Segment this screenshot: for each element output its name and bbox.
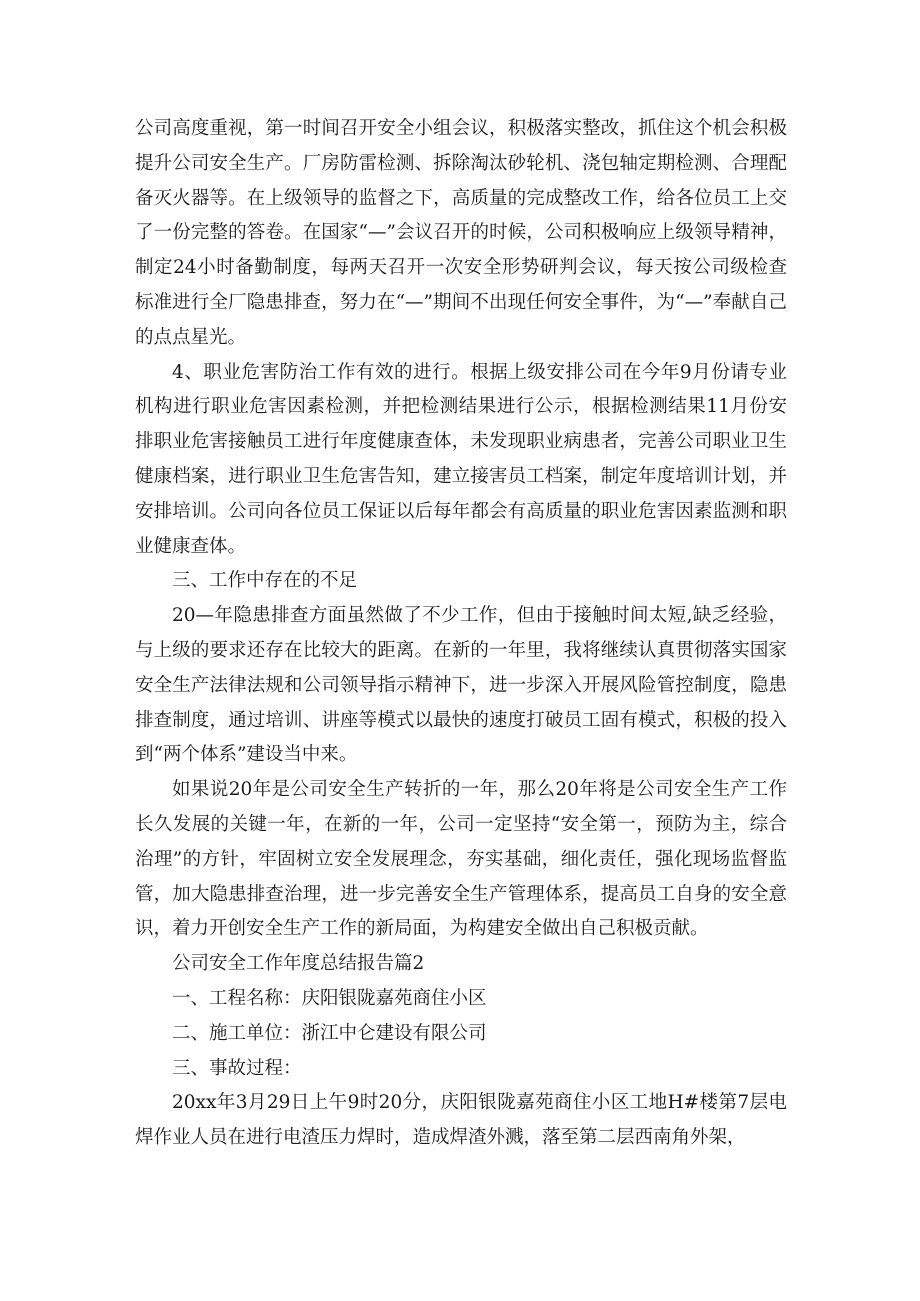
paragraph-5: 如果说20年是公司安全生产转折的一年，那么20年将是公司安全生产工作长久发展的关键一年，在新的一年，公司一定坚持“安全第一，预防为主，综合治理”的方针，牢固树立安全发展理念，夯实基础，细化责任，强化现场监督监管，加大隐患排查治理，进一步完善安全生产管理体系，提高员工自身的安全意识，着力开创安全生产工作的新局面，为构建安全做出自己积极贡献。 (135, 779, 787, 940)
project-name-line: 一、工程名称：庆阳银陇嘉苑商住小区 (172, 987, 487, 1009)
paragraph-1: 公司高度重视，第一时间召开安全小组会议，积极落实整改，抓住这个机会积极提升公司安全生产。厂房防雷检测、拆除淘汰砂轮机、浇包轴定期检测、合理配备灭火器等。在上级领导的监督之下，高质量的完成整改工作，给各位员工上交了一份完整的答卷。在国家“—”会议召开的时候，公司积极响应上级领导精神，制定24小时备勤制度，每两天召开一次安全形势研判会议，每天按公司级检查标准进行全厂隐患排查，努力在“—”期间不出现任何安全事件，为“—”奉献自己的点点星光。 (135, 118, 787, 348)
construction-unit-line: 二、施工单位：浙江中仑建设有限公司 (172, 1022, 487, 1044)
paragraph-accident: 20xx年3月29日上午9时20分，庆阳银陇嘉苑商住小区工地H#楼第7层电焊作业人员在进行电渣压力焊时，造成焊渣外溅，落至第二层西南角外架， (135, 1092, 787, 1149)
document-body (135, 112, 787, 1156)
paragraph-4: 20—年隐患排查方面虽然做了不少工作，但由于接触时间太短,缺乏经验，与上级的要求还存在比较大的距离。在新的一年里，我将继续认真贯彻落实国家安全生产法律法规和公司领导指示精神下，进一步深入开展风险管控制度，隐患排查制度，通过培训、讲座等模式以最快的速度打破员工固有模式，积极的投入到“两个体系”建设当中来。 (135, 605, 787, 766)
report-title-part2: 公司安全工作年度总结报告篇2 (172, 953, 425, 975)
section-heading-shortcomings: 三、工作中存在的不足 (172, 570, 358, 592)
accident-process-heading: 三、事故过程： (172, 1057, 302, 1079)
paragraph-2: 4、职业危害防治工作有效的进行。根据上级安排公司在今年9月份请专业机构进行职业危害因素检测，并把检测结果进行公示，根据检测结果11月份安排职业危害接触员工进行年度健康查体，未发现职业病患者，完善公司职业卫生健康档案，进行职业卫生危害告知，建立接害员工档案，制定年度培训计划，并安排培训。公司向各位员工保证以后每年都会有高质量的职业危害因素监测和职业健康查体。 (135, 361, 787, 557)
